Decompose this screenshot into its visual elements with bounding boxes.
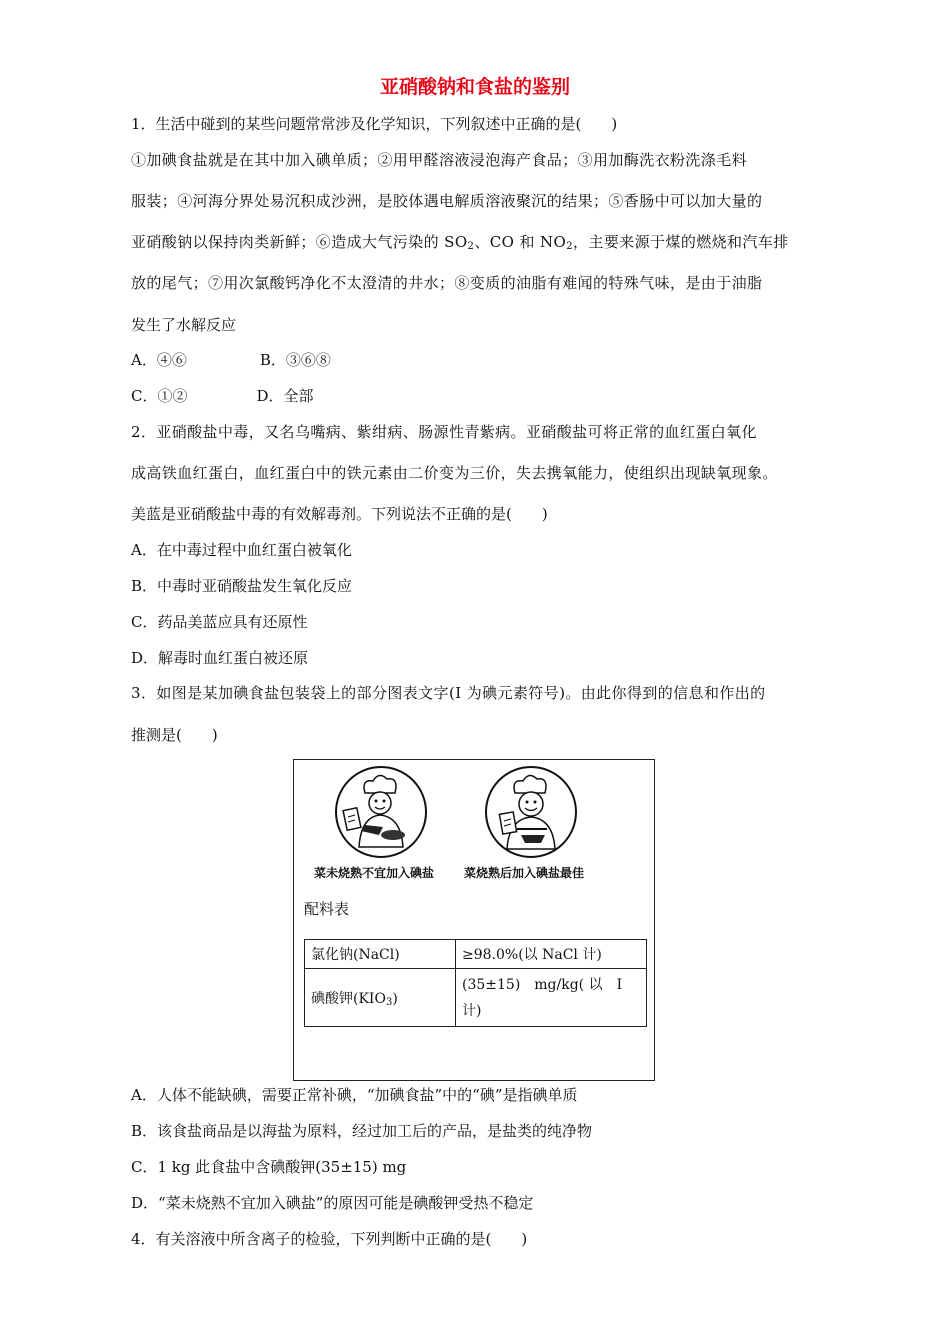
q2-option-a: A．在中毒过程中血红蛋白被氧化 <box>131 541 352 559</box>
q1-option-d: D．全部 <box>256 387 314 405</box>
table-row <box>305 969 647 1027</box>
table-cell: ≥98.0%(以 NaCl 计) <box>456 940 647 969</box>
q2-line-2: 成高铁血红蛋白，血红蛋白中的铁元素由二价变为三价，失去携氧能力，使组织出现缺氧现象。 <box>131 464 778 482</box>
q2-option-d: D．解毒时血红蛋白被还原 <box>131 649 309 667</box>
q1-line-3a: 亚硝酸钠以保持肉类新鲜；⑥造成大气污染的 SO <box>131 233 468 251</box>
q1-options-row-1 <box>131 349 331 371</box>
q2-option-b: B．中毒时亚硝酸盐发生氧化反应 <box>131 577 353 595</box>
document-title: 亚硝酸钠和食盐的鉴别 <box>379 76 570 98</box>
q3-option-d: D．“菜未烧熟不宜加入碘盐”的原因可能是碘酸钾受热不稳定 <box>131 1194 534 1212</box>
q1-line-3b: 、CO 和 NO <box>474 233 567 251</box>
q1-line-4: 放的尾气；⑦用次氯酸钙净化不太澄清的井水；⑧变质的油脂有难闻的特殊气味，是由于油脂 <box>131 274 763 292</box>
so2-subscript: 2 <box>467 241 475 252</box>
q1-stem: 1．生活中碰到的某些问题常常涉及化学知识，下列叙述中正确的是( ) <box>131 115 618 133</box>
kio3-name-end: ) <box>392 990 398 1007</box>
q2-line-1: 2．亚硝酸盐中毒，又名乌嘴病、紫绀病、肠源性青紫病。亚硝酸盐可将正常的血红蛋白氧化 <box>131 423 757 441</box>
chef-illustration-right <box>481 765 581 860</box>
q1-line-2: 服装；④河海分界处易沉积成沙洲，是胶体遇电解质溶液聚沉的结果；⑤香肠中可以加大量的 <box>131 192 763 210</box>
caption-right: 菜烧熟后加入碘盐最佳 <box>464 866 585 880</box>
table-cell: 氯化钠(NaCl) <box>305 940 456 969</box>
recipe-table-title: 配料表 <box>304 900 350 918</box>
q1-option-c: C．①② <box>131 387 188 405</box>
kio3-name: 碘酸钾(KIO <box>311 990 386 1007</box>
table-row <box>305 940 647 969</box>
salt-label-figure <box>293 759 655 1081</box>
q3-option-c: C．1 kg 此食盐中含碘酸钾(35±15) mg <box>131 1158 407 1176</box>
q3-line-1: 3．如图是某加碘食盐包装袋上的部分图表文字(I 为碘元素符号)。由此你得到的信息和作出的 <box>131 684 766 702</box>
q2-line-3: 美蓝是亚硝酸盐中毒的有效解毒剂。下列说法不正确的是( ) <box>131 505 548 523</box>
recipe-table <box>304 939 647 1027</box>
q1-line-5: 发生了水解反应 <box>131 316 237 334</box>
chef-illustration-left <box>331 765 431 860</box>
table-cell <box>456 969 647 1027</box>
q1-line-3c: ，主要来源于煤的燃烧和汽车排 <box>573 233 789 251</box>
q1-option-a: A．④⑥ <box>131 351 187 369</box>
q1-line-3 <box>131 231 789 258</box>
kio3-subscript: 3 <box>385 996 393 1008</box>
kio3-value-line-1: (35±15) mg/kg( 以 I <box>462 976 623 993</box>
q2-option-c: C．药品美蓝应具有还原性 <box>131 613 308 631</box>
q3-line-2: 推测是( ) <box>131 726 218 744</box>
q1-option-b: B．③⑥⑧ <box>259 351 331 369</box>
caption-left: 菜未烧熟不宜加入碘盐 <box>314 866 435 880</box>
kio3-value-line-2: 计) <box>462 1002 482 1019</box>
table-cell <box>305 969 456 1027</box>
q3-option-b: B．该食盐商品是以海盐为原料，经过加工后的产品，是盐类的纯净物 <box>131 1122 593 1140</box>
q3-option-a: A．人体不能缺碘，需要正常补碘，“加碘食盐”中的“碘”是指碘单质 <box>131 1086 578 1104</box>
q1-line-1: ①加碘食盐就是在其中加入碘单质；②用甲醛溶液浸泡海产食品；③用加酶洗衣粉洗涤毛料 <box>131 151 748 169</box>
q1-options-row-2 <box>131 385 314 407</box>
no2-subscript: 2 <box>566 241 574 252</box>
q4-stem: 4．有关溶液中所含离子的检验，下列判断中正确的是( ) <box>131 1230 528 1248</box>
